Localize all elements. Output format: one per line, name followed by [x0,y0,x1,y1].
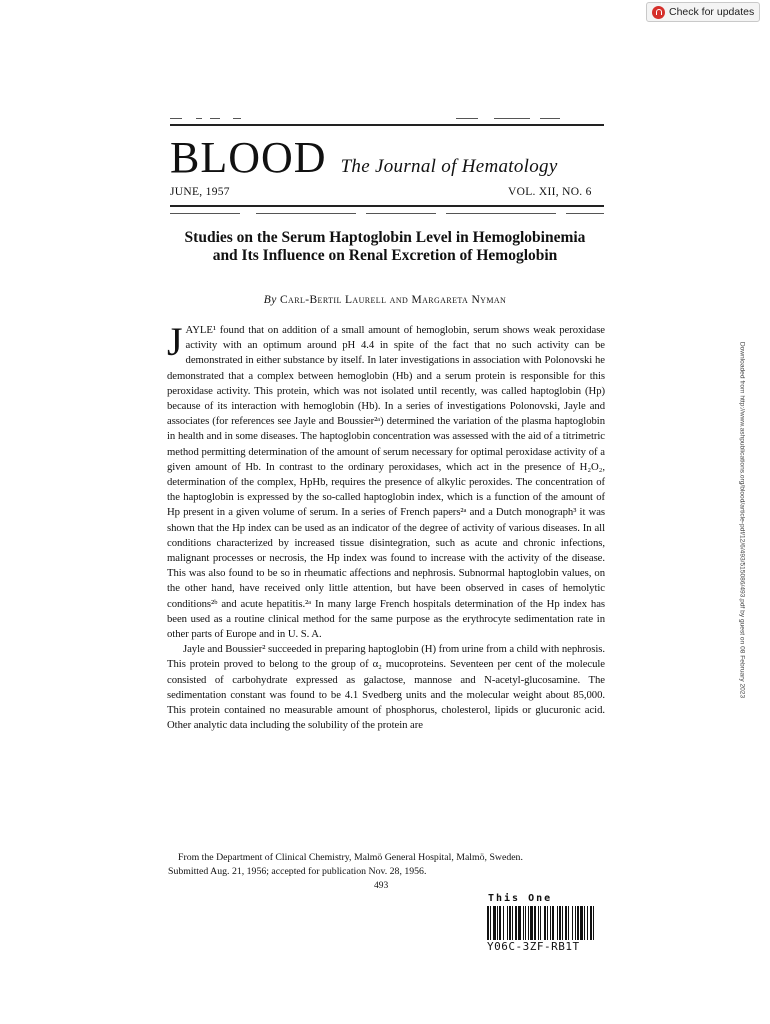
article-authors [175,294,595,306]
footnote-affiliation: From the Department of Clinical Chemistry, Malmö General Hospital, Malmö, Sweden. [178,852,523,863]
footnote-submission: Submitted Aug. 21, 1956; accepted for publication Nov. 28, 1956. [168,865,427,877]
stamp-label: This One [488,893,553,904]
journal-name: BLOOD [170,133,327,182]
article-title: Studies on the Serum Haptoglobin Level in Hemoglobinemia and Its Influence on Renal Excretion of Hemoglobin [184,229,586,264]
footnote [168,851,606,878]
paragraph [167,319,605,642]
journal-subtitle: The Journal of Hematology [340,156,558,177]
check-for-updates-button[interactable] [646,2,760,22]
stamp-code: Y06C-3ZF-RB1T [487,940,580,953]
crossmark-icon [652,6,665,19]
paragraph-text: AYLE¹ found that on addition of a small amount of hemoglobin, serum shows weak peroxidase activity with an optimum around pH 4.4 in spite of the fact that no such activity can be demonstrated in either substance by itself. In later investigations in association with Polonovski he demonstrated that a complex between hemoglobin (Hb) and a serum protein is responsible for this peroxidase activity. This protein, which was not isolated until recently, was called haptoglobin (Hp) because of its interaction with hemoglobin (Hb). In a series of investigations Polonovski, Jayle and associates (for references see Jayle and Boussier²ᵃ) determined the variation of the plasma haptoglobin in health and in some diseases. The haptoglobin concentration was assessed with the aid of a titrimetric method permitting determination of the amount of serum necessary for optimal peroxidase activity of a given amount of Hb. In contrast to the ordinary peroxidases, which act in the presence of H₂O₂, determination of the complex, HpHb, requires the presence of alkylic peroxides. The concentration of the haptoglobin is expressed by the so-called haptoglobin index, which is a function of the amount of Hp present in a given volume of serum. In a series of French papers²ᵃ and a Dutch monograph³ it was shown that the Hp index can be used as an indicator of the degree of activity of various diseases. In all conditions characterized by increased tissue disintegration, such as acute and chronic infections, malignant processes or necrosis, the Hp index was found to increase with the activity of the disease. This was also found to be so in rheumatic affections and nephrosis. Subnormal haptoglobin values, on the other hand, have received only little attention, but have been observed in cases of hemolytic conditions²ᵇ and acute hepatitis.²ᵃ In many large French hospitals determination of the Hp index has been used as a routine clinical method for the same purpose as the erythrocyte sedimentation rate in other parts of Europe and in U. S. A. [167,324,605,641]
check-for-updates-label: Check for updates [669,6,755,18]
by-label: By [263,294,277,306]
page-number: 493 [374,881,389,891]
author-names: Carl-Bertil Laurell and Margareta Nyman [279,294,507,306]
issue-date: JUNE, 1957 [170,186,230,198]
download-notice: Downloaded from http://www.ashpublications.org/blood/article-pdf/12/6/493/515086/493.pdf by guest on 08 February 2023 [738,341,746,699]
article-body [167,319,605,733]
paragraph: Jayle and Boussier² succeeded in preparing haptoglobin (H) from urine from a child with nephrosis. This protein proved to belong to the group of α₂ mucoproteins. Seventeen per cent of the molecule consisted of carbohydrate expressed as galactose, mannose and N-acetyl-glucosamine. The sedimentation constant was found to be 4.1 Svedberg units and the molecular weight about 85,000. This protein contained no measurable amount of phosphorus, cholesterol, lipids or glucuronic acid. Other analytic data including the solubility of the protein are [167,643,605,732]
issue-volume: VOL. XII, NO. 6 [508,186,592,198]
drop-cap: J [167,319,183,364]
barcode [487,906,651,940]
journal-masthead [170,132,558,183]
